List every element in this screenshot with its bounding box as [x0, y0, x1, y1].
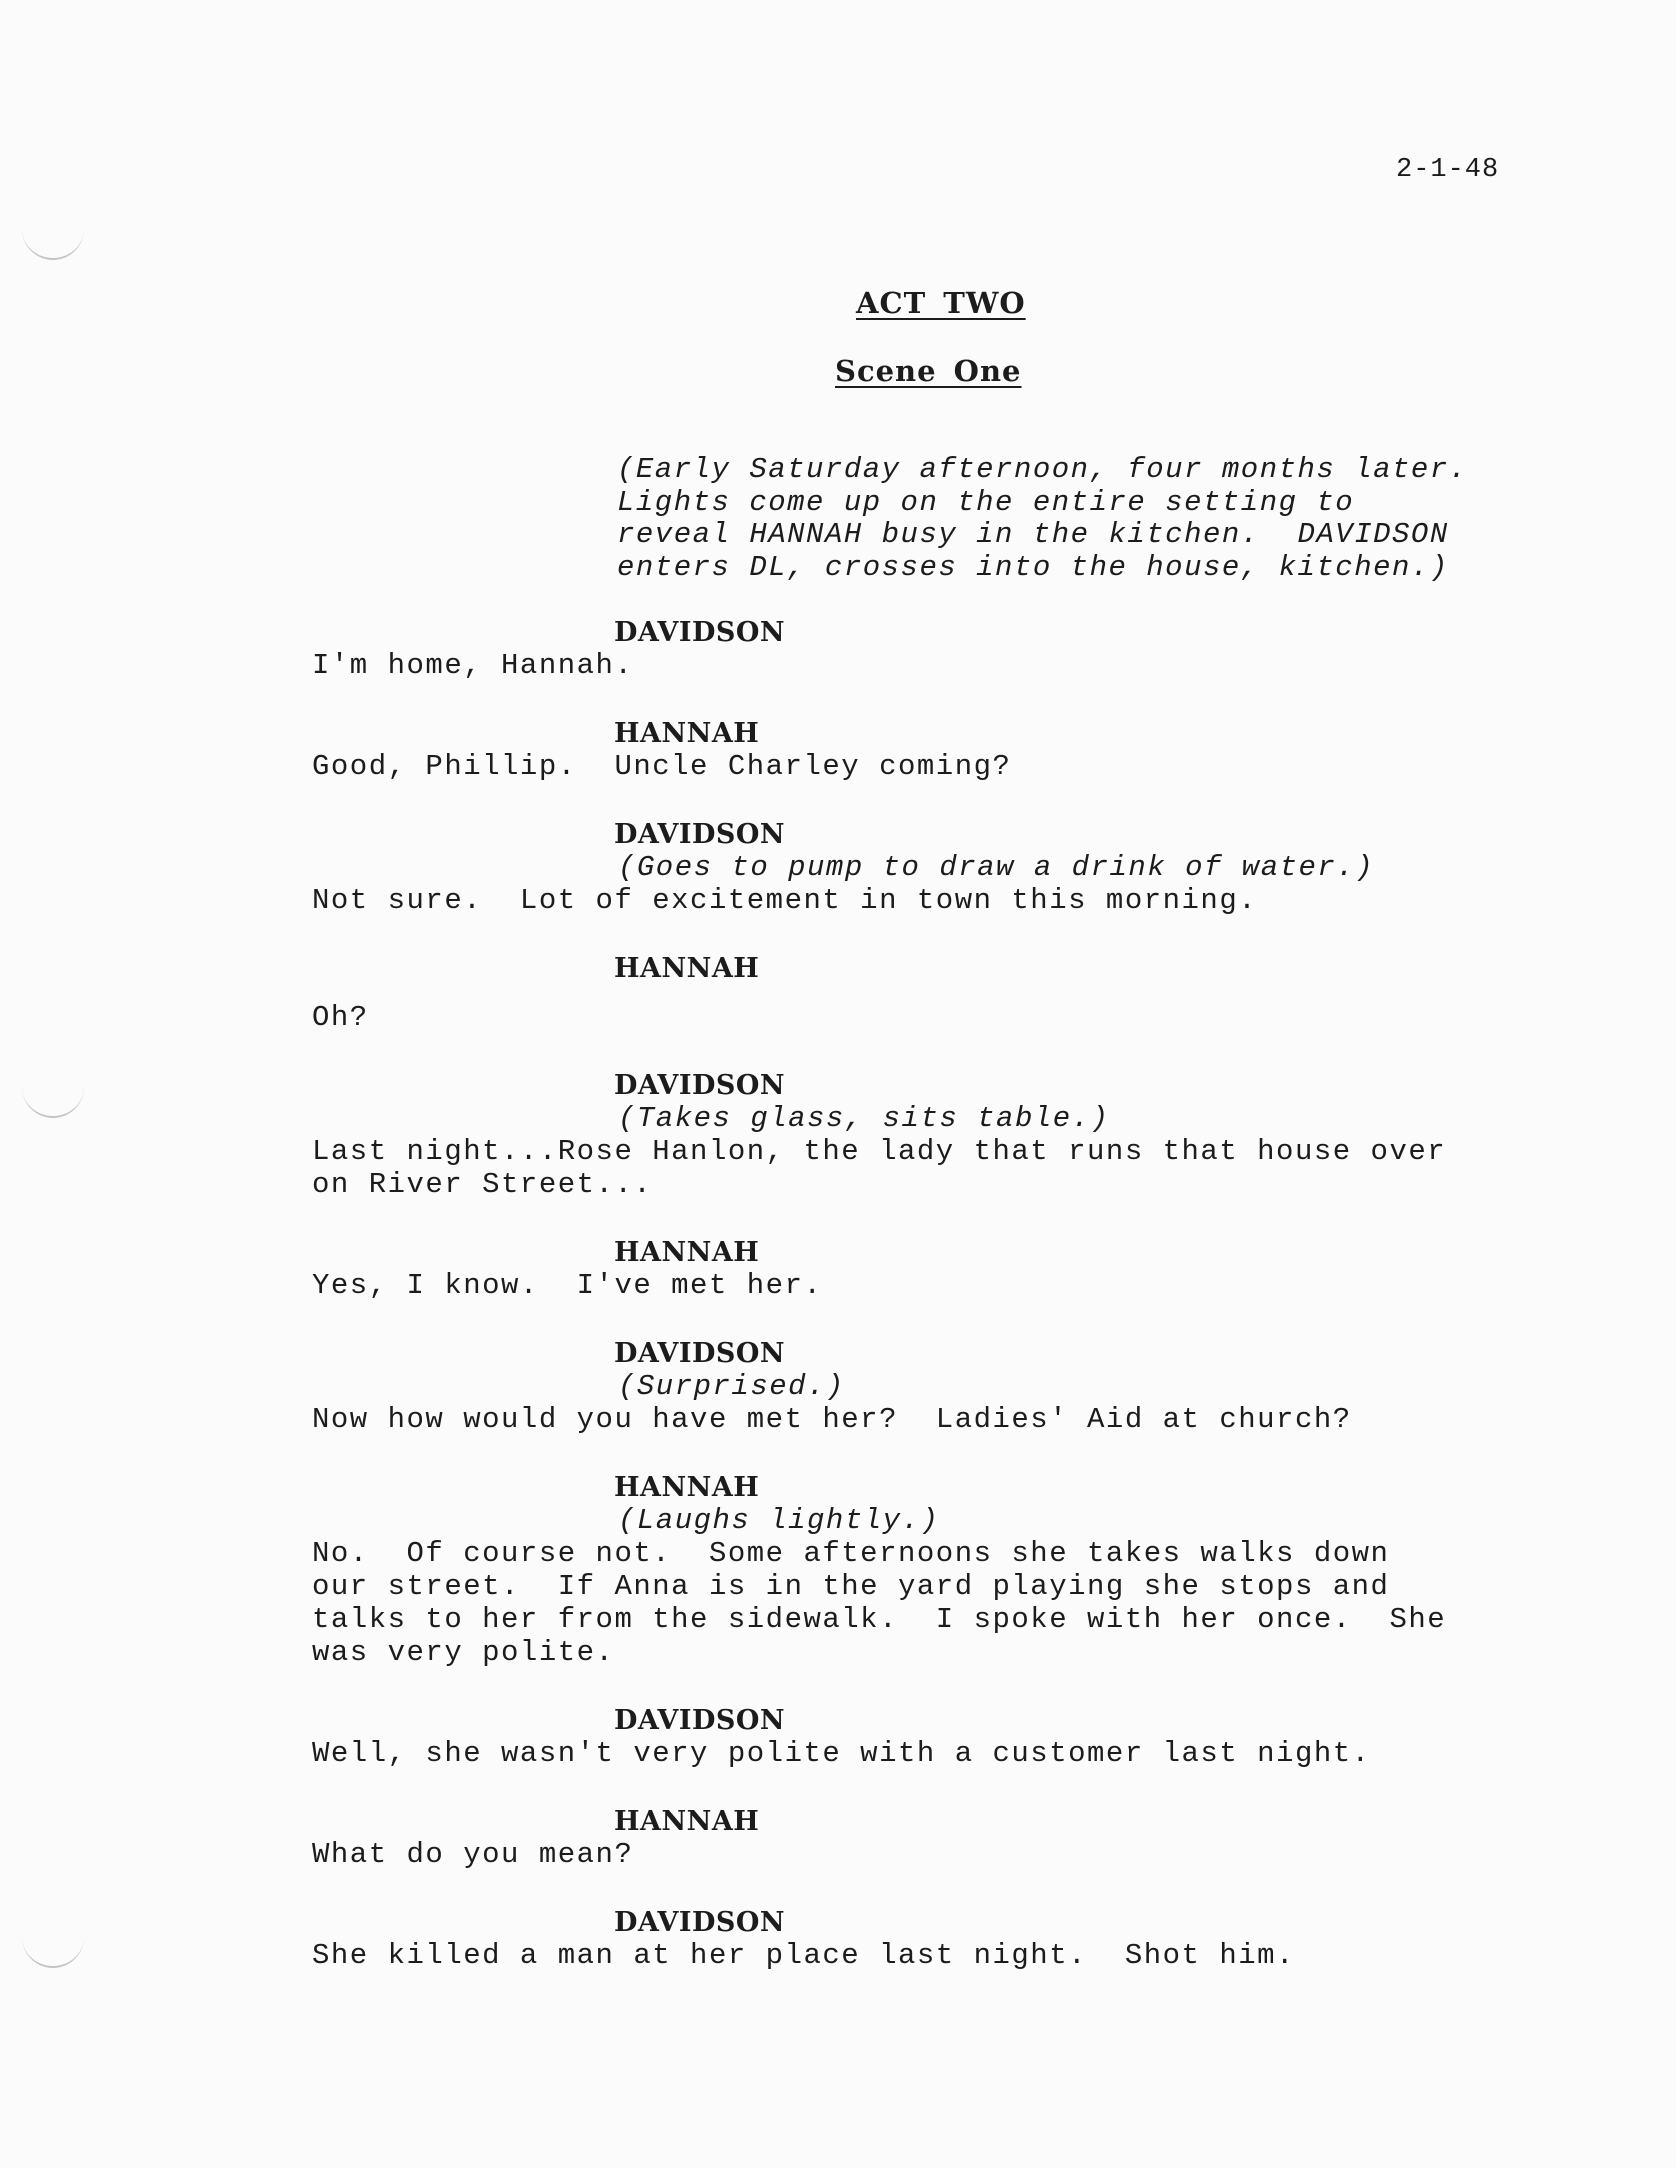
- dialogue-line: I'm home, Hannah.: [312, 649, 634, 682]
- dialogue-line: Well, she wasn't very polite with a customer last night.: [312, 1737, 1371, 1770]
- dialogue-exchange: [312, 1906, 1532, 1972]
- stage-direction-line: Lights come up on the entire setting to: [617, 485, 1355, 519]
- binder-hole-bottom: [22, 1918, 84, 1968]
- stage-direction-line: reveal HANNAH busy in the kitchen. DAVIDSON: [617, 518, 1449, 551]
- dialogue-exchange: [312, 1805, 1532, 1871]
- dialogue-exchange: [312, 616, 1532, 682]
- page-number: 2-1-48: [1396, 155, 1500, 185]
- dialogue-line: talks to her from the sidewalk. I spoke with her once. She: [312, 1603, 1447, 1636]
- character-name: DAVIDSON: [614, 1907, 786, 1938]
- dialogue-line: Not sure. Lot of excitement in town this morning.: [312, 884, 1258, 917]
- character-name: HANNAH: [614, 1472, 760, 1503]
- parenthetical: (Takes glass, sits table.): [618, 1102, 1110, 1135]
- dialogue-exchange: [312, 952, 1532, 1034]
- opening-stage-direction: [617, 454, 1517, 584]
- character-name: DAVIDSON: [614, 1705, 786, 1736]
- character-name: DAVIDSON: [614, 617, 786, 648]
- dialogue-exchange: [312, 717, 1532, 783]
- dialogue-line: Good, Phillip. Uncle Charley coming?: [312, 750, 1012, 783]
- dialogue-line: our street. If Anna is in the yard playing she stops and: [312, 1570, 1390, 1603]
- stage-direction-line: enters DL, crosses into the house, kitchen.): [617, 550, 1449, 584]
- character-name: HANNAH: [614, 1806, 760, 1837]
- dialogue-exchange: [312, 1704, 1532, 1770]
- dialogue-exchange: [312, 1471, 1532, 1669]
- dialogue-exchange: [312, 1069, 1532, 1201]
- dialogue-line: on River Street...: [312, 1168, 653, 1201]
- binder-hole-middle: [22, 1068, 84, 1118]
- act-title: ACT TWO: [856, 286, 1026, 320]
- parenthetical: (Surprised.): [618, 1370, 845, 1403]
- character-name: DAVIDSON: [614, 819, 786, 850]
- character-name: HANNAH: [614, 953, 760, 984]
- parenthetical: (Goes to pump to draw a drink of water.): [618, 851, 1375, 884]
- binder-hole-top: [22, 210, 84, 260]
- scene-title: Scene One: [835, 354, 1022, 388]
- dialogue-exchange: [312, 1337, 1532, 1436]
- dialogue-line: Last night...Rose Hanlon, the lady that runs that house over: [312, 1135, 1447, 1168]
- dialogue-line: She killed a man at her place last night. Shot him.: [312, 1939, 1295, 1972]
- character-name: HANNAH: [614, 718, 760, 749]
- character-name: DAVIDSON: [614, 1070, 786, 1101]
- dialogue-exchange: [312, 818, 1532, 917]
- character-name: HANNAH: [614, 1237, 760, 1268]
- dialogue-exchange: [312, 1236, 1532, 1302]
- stage-direction-line: (Early Saturday afternoon, four months later.: [617, 453, 1468, 486]
- dialogue-line: was very polite.: [312, 1636, 615, 1669]
- dialogue-line: Yes, I know. I've met her.: [312, 1269, 823, 1302]
- parenthetical: (Laughs lightly.): [618, 1504, 940, 1537]
- dialogue-line: No. Of course not. Some afternoons she takes walks down: [312, 1537, 1390, 1570]
- dialogue-line: What do you mean?: [312, 1838, 634, 1871]
- dialogue-line: Now how would you have met her? Ladies' Aid at church?: [312, 1403, 1352, 1436]
- dialogue-line: Oh?: [312, 1001, 369, 1034]
- dialogue-block: [312, 616, 1532, 2007]
- character-name: DAVIDSON: [614, 1338, 786, 1369]
